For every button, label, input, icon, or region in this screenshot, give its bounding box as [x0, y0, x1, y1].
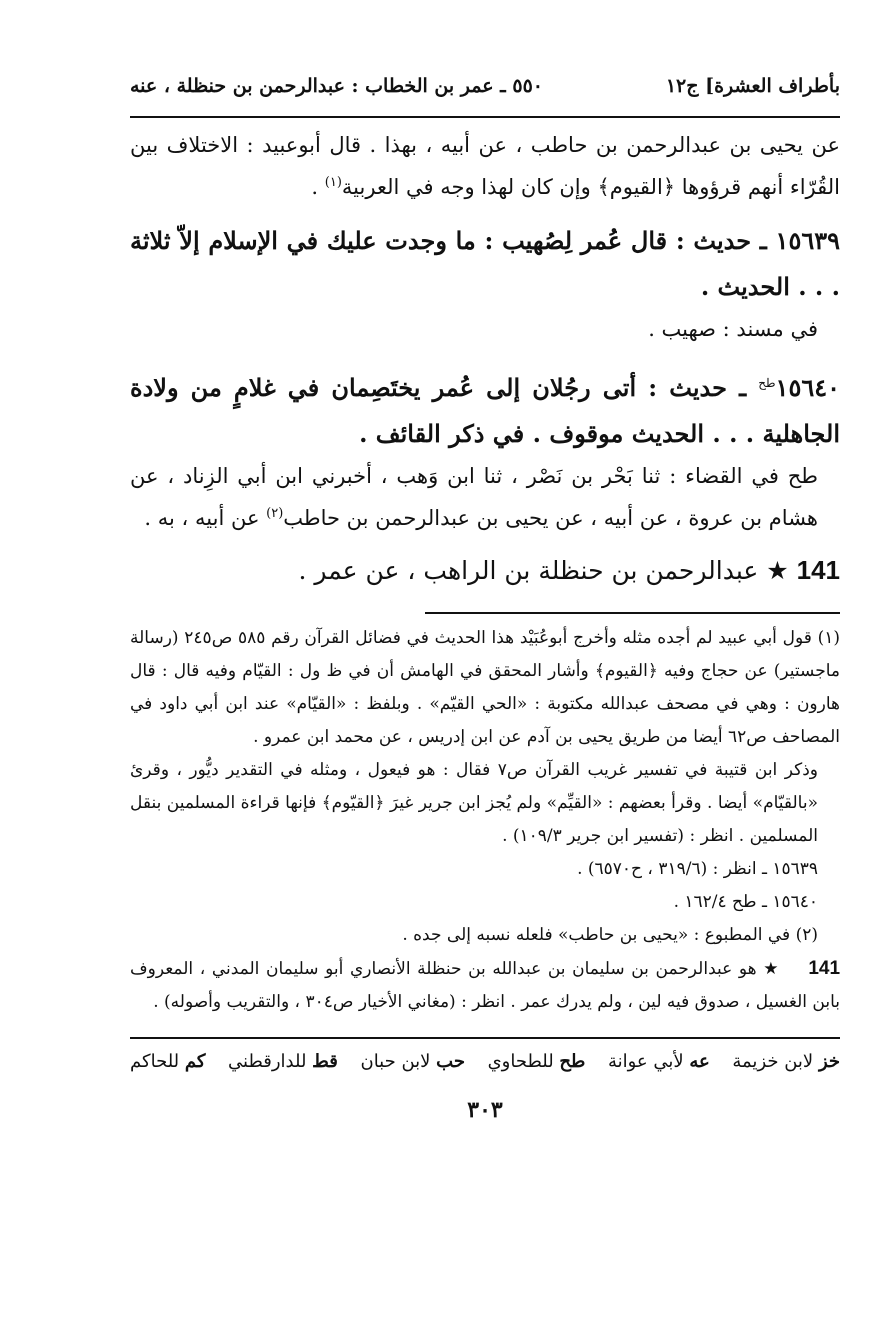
hadith-text: ـ حديث : قال عُمر لِصُهيب : ما وجدت عليك في الإسلام إلاّ ثلاثة . . . الحديث . — [130, 226, 840, 301]
hadith-15640 — [130, 360, 840, 457]
legend-item: طح للطحاوي — [487, 1051, 586, 1072]
footnote-ref-15640: ١٥٦٤٠ ـ طح ١٦٢/٤ . — [673, 892, 818, 912]
footnote-1: (١) قول أبي عبيد لم أجده مثله وأخرج أبوعُبَيْد هذا الحديث في فضائل القرآن رقم ٥٨٥ ص٢٤٥ (رسالة ماجستير) عن حجاج وفيه ﴿القيوم﴾ وأشار المحقق في الهامش أن في ظ ول : القيّام وفيه قال : قال هارون : وهي في مصحف عبدالله مكتوبة : «الحي القيّم» . وبلفظ : «القيّام» عند ابن أبي داود في المصاحف ص٦٢ أيضا من طريق يحيى بن آدم عن ابن إدريس ، عن محمد ابن عمرو . — [130, 628, 840, 747]
isnad-paragraph — [130, 457, 818, 537]
star-icon: ★ — [763, 959, 780, 979]
legend-item: عه لأبي عوانة — [607, 1051, 710, 1072]
tahawi-marker: طح — [758, 376, 776, 390]
legend-item: كم للحاكم — [130, 1051, 206, 1072]
entry-number: 141 — [796, 555, 840, 585]
footnote-141-text: هو عبدالرحمن بن سليمان بن عبدالله بن حنظلة الأنصاري أبو سليمان المدني ، المعروف بابن الغسيل ، صدوق فيه لين ، ولم يدرك عمر . انظر : (مغاني الأخيار ص٣٠٤ ، والتقريب وأصوله) . — [130, 959, 840, 1012]
legend-item: حب لابن حبان — [360, 1051, 465, 1072]
hadith-number: ١٥٦٤٠ — [775, 373, 840, 402]
narrator-entry — [130, 543, 840, 598]
intro-line-1: عن يحيى بن عبدالرحمن بن حاطب ، عن أبيه ، بهذا . قال أبوعبيد : الاختلاف — [166, 133, 841, 157]
page-number: ٣٠٣ — [467, 1097, 503, 1123]
isnad-text: طح في القضاء : ثنا بَحْر بن نَصْر ، ثنا ابن وَهب ، أخبرني ابن أبي الزِناد ، عن هشام بن عروة ، عن أبيه ، عن يحيى بن عبدالرحمن بن حاطب — [130, 464, 819, 530]
hadith-text: ـ حديث : أتى رجُلان إلى عُمر يختَصِمان في غلامٍ من ولادة الجاهلية . . . الحديث موقوف . في ذكر القائف . — [130, 373, 840, 448]
header-volume: بأطراف العشرة] ج١٢ — [665, 75, 840, 97]
footnote-141 — [130, 952, 840, 1019]
hadith-source: في مسند : صهيب . — [648, 317, 818, 341]
running-header — [130, 66, 840, 106]
footnote-2: (٢) في المطبوع : «يحيى بن حاطب» فلعله نسبه إلى جده . — [402, 925, 818, 945]
isnad-text-end: عن أبيه ، به . — [144, 506, 267, 530]
star-icon: ★ — [766, 556, 789, 585]
footnote-141-number: 141 — [808, 958, 841, 979]
legend-item: قط للدارقطني — [228, 1051, 338, 1072]
main-text — [130, 126, 840, 598]
footnote-divider — [425, 612, 840, 614]
intro-line-2: بين القُرّاء أنهم قرؤوها ﴿القيوم﴾ وإن كان لهذا وجه في العربية — [130, 133, 840, 199]
footnote-1-continued: وذكر ابن قتيبة في تفسير غريب القرآن ص٧ فقال : هو فيعول ، ومثله في التقدير ديُّور ، وقرئ «بالقيّام» أيضا . وقرأ بعضهم : «القيِّم» ولم يُجز ابن جرير غيرَ ﴿القيّوم﴾ فإنها قراءة المسلمين بنقل المسلمين . انظر : (تفسير ابن جرير ١٠٩/٣) . — [130, 760, 818, 846]
footnote-ref-2: (٢) — [266, 506, 284, 521]
header-title: ٥٥٠ ـ عمر بن الخطاب : عبدالرحمن بن حنظلة ، عنه — [130, 75, 543, 97]
intro-paragraph — [130, 126, 840, 206]
footnotes — [130, 622, 840, 1019]
page — [130, 66, 840, 1123]
footnote-ref-15639: ١٥٦٣٩ ـ انظر : (٣١٩/٦ ، ح٦٥٧٠) . — [577, 859, 818, 879]
legend-divider — [130, 1037, 840, 1039]
abbreviation-legend — [130, 1045, 840, 1079]
hadith-15639 — [130, 218, 840, 310]
legend-item: خز لابن خزيمة — [732, 1051, 840, 1072]
hadith-number: ١٥٦٣٩ — [775, 226, 840, 255]
entry-text: عبدالرحمن بن حنظلة بن الراهب ، عن عمر . — [298, 556, 759, 585]
footnote-ref-1: (١) — [324, 175, 342, 190]
intro-line-2-end: . — [311, 175, 325, 199]
header-divider — [130, 116, 840, 118]
